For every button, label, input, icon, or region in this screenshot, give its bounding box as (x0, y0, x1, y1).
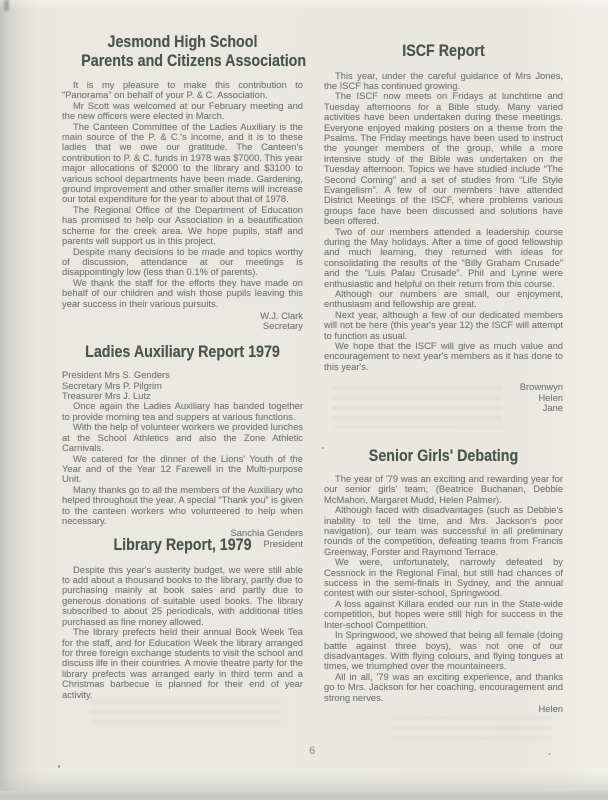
paragraph: With the help of volunteer workers we provided lunches at the School Athletics and also the Zone Athletic Carnivals. (62, 421, 303, 454)
paragraph: Although our numbers are small, our enjoyment, enthusiasm and fellowship are great. (324, 288, 563, 310)
paragraph: It is my pleasure to make this contribution to “Panorama” on behalf of your P. & C. Association. (62, 79, 303, 101)
signature-name: Sanchia Genders (230, 527, 303, 539)
page-number: 6 (308, 745, 316, 757)
paragraph: We catered for the dinner of the Lions' Youth of the Year and of the Year 12 Farewell in the Multi-purpose Unit. (62, 452, 303, 485)
paragraph: Despite this year's austerity budget, we were still able to add about a thousand books to the library, partly due to purchasing mainly at book sales and partly due to generous donations of suitable used books. The library subscribed to about 25 periodicals, with additional titles purchased as fine money allowed. (62, 563, 303, 627)
title-line: Jesmond High School (107, 32, 258, 51)
paragraph: In Springwood, we showed that being all female (doing battle against three boys), was not one of our disadvantages. With flying colours, and flying tongues at times, we triumphed over the mountaineers. (324, 629, 563, 672)
signature-role: Secretary (262, 320, 303, 332)
signature-role: President (263, 537, 303, 549)
paragraph: The Canteen Committee of the Ladies Auxiliary is the main source of the P. & C.'s income, and it is to these ladies that we owe our gratitude. The Canteen's contribution to P. & C. funds in 1978 was $7000. This year major allocations of $2000 to the library and $3100 to various school departments have been made. Gardening, ground improvement and other smaller items will increase our total expenditure for the year to about that of 1978. (62, 120, 303, 205)
right-column (324, 0, 563, 714)
paragraph: Despite many decisions to be made and topics worthy of discussion, attendance at our meetings is disappointingly low (less than 0.1% of parents). (62, 245, 303, 278)
signature-block (324, 382, 563, 413)
title-line: Parents and Citizens Association (81, 50, 307, 70)
paragraph: A loss against Killara ended our run in the State-wide competition, but hopes were still high for success in the Inter-school Competition. (324, 597, 563, 630)
scan-artifact (322, 447, 324, 449)
article-title-pc-association (81, 32, 307, 70)
signature-name: Jane (542, 402, 563, 414)
signature-name: Helen (538, 702, 563, 714)
scan-artifact (548, 753, 551, 755)
paragraph: The Regional Office of the Department of Education has promised to help our Association in a beautification scheme for the creek area. We hope pupils, staff and parents will support us in this project. (62, 203, 303, 247)
paragraph: The year of '79 was an exciting and rewarding year for our senior girls' team, (Beatrice Buchanan, Debbie McMahon, Margaret Mudd, Helen Palmer). (324, 473, 563, 505)
paragraph: Two of our members attended a leadership course during the May holidays. After a time of good fellowship and much learning, they returned with ideas for consolidating the results of the “Billy Graham Crusade” and the “Luis Palau Crusade”. Phil and Lynne were enthusiastic and helpful on their return from this course. (324, 225, 563, 289)
officer-secretary: Secretary Mrs P. Pilgrim (62, 379, 162, 391)
paragraph: Many thanks go to all the members of the Auxiliary who helped throughout the year. A special “Thank you” is given to the canteen workers who volunteered to help when necessary. (62, 483, 303, 526)
officer-treasurer: Treasurer Mrs J. Lutz (62, 390, 151, 402)
article-title-iscf-report: ISCF Report (402, 41, 485, 60)
signature-name: W.J. Clark (260, 309, 303, 321)
paragraph: We hope that the ISCF will give as much value and encouragement to next year's members as it has done to this year's. (324, 340, 563, 372)
scan-artifact (58, 765, 60, 768)
page-bottom-edge (0, 791, 608, 800)
showthrough-ghost (90, 700, 280, 726)
page-bottom-shadow (0, 772, 608, 792)
scan-artifact (4, 0, 9, 11)
signature-block (324, 704, 563, 714)
paragraph: Next year, although a few of our dedicated members will not be here (this year's year 12) the ISCF will attempt to function as usual. (324, 308, 563, 341)
article-title-senior-girls-debating: Senior Girls' Debating (368, 445, 519, 465)
paragraph: Although faced with disadvantages (such as Debbie's inability to tell the time, and Mrs. Jackson's poor navigation), our team was successful in all preliminary rounds of the competition, defeating teams from Francis Greenway, Forster and Raymond Terrace. (324, 504, 563, 557)
paragraph: We were, unfortunately, narrowly defeated by Cessnock in the Regional Final, but still had chances of success in the semi-finals in Sydney, and the annual contest with our sister-school, Springwood. (324, 556, 563, 599)
paragraph: All in all, '79 was an exciting experience, and thanks go to Mrs. Jackson for her coaching, encouragement and strong nerves. (324, 670, 563, 703)
paragraph: We thank the staff for the efforts they have made on behalf of our children and wish those pupils leaving this year success in their various pursuits. (62, 276, 303, 309)
officer-president: President Mrs S. Genders (62, 369, 170, 381)
signature-name: Helen (538, 391, 563, 403)
paragraph: This year, under the careful guidance of Mrs Jones, the ISCF has continued growing. (324, 69, 563, 91)
showthrough-ghost (392, 716, 552, 746)
left-column (62, 0, 307, 700)
paragraph: Mr Scott was welcomed at our February meeting and the new officers were elected in March. (62, 99, 303, 122)
article-title-library-report: Library Report, 1979 (113, 535, 252, 555)
paragraph: The ISCF now meets on Fridays at lunchtime and Tuesday afternoons for a Bible study. Many varied activities have been undertaken during these meetings. Everyone enjoyed making posters on a theme from the Psalms. The Friday meetings have been used to instruct the younger members of the group, while a more intensive study of the Bible was undertaken on the Tuesday afternoon. Topics we have studied include “The Second Coming” and a set of studies from “Life Style Evangelism”. A few of our members have attended District Meetings of the ISCF, where problems various groups face have been discussed and solutions have been offered. (324, 90, 563, 227)
signature-block (62, 311, 303, 332)
paragraph: The library prefects held their annual Book Week Tea for the staff, and for Education Week the library arranged for three foreign exchange students to visit the school and discuss life in their countries. A movie theatre party for the library prefects was arranged early in third term and a Christmas barbecue is planned for their end of year activity. (62, 626, 303, 700)
signature-name: Brownwyn (519, 381, 563, 393)
paragraph: Once again the Ladies Auxiliary has banded together to provide morning tea and suppers at various functions. (62, 400, 303, 422)
article-title-ladies-auxiliary: Ladies Auxiliary Report 1979 (85, 341, 280, 361)
